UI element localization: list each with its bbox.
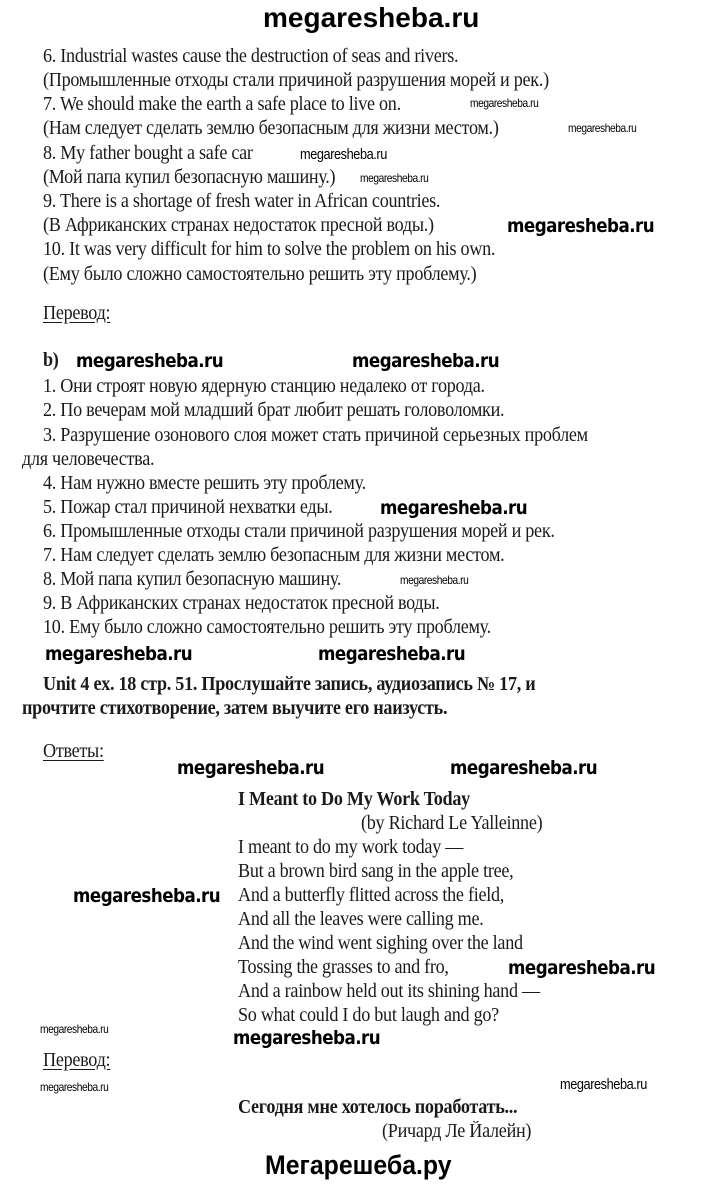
poem-title: I Meant to Do My Work Today	[238, 789, 470, 810]
poem-line-7: And a rainbow held out its shining hand —	[238, 981, 540, 1002]
watermark: megaresheba.ru	[560, 1076, 647, 1093]
answer-9-en: 9. There is a shortage of fresh water in African countries.	[43, 191, 441, 212]
answer-8-ru: (Мой папа купил безопасную машину.)	[43, 167, 336, 188]
poem-translation-label: Перевод:	[43, 1050, 111, 1071]
part-b-item-5: 5. Пожар стал причиной нехватки еды.	[43, 497, 333, 518]
part-b-item-2: 2. По вечерам мой младший брат любит решать головоломки.	[43, 400, 505, 421]
part-b-item-8: 8. Мой папа купил безопасную машину.	[43, 569, 342, 590]
poem-author: (by Richard Le Yalleinne)	[361, 813, 543, 834]
poem-translation-author: (Ричард Ле Йалейн)	[382, 1121, 532, 1142]
watermark: megaresheba.ru	[76, 350, 224, 372]
watermark: megaresheba.ru	[177, 757, 325, 779]
site-header-brand[interactable]: megaresheba.ru	[263, 2, 480, 33]
watermark: megaresheba.ru	[40, 1080, 109, 1094]
watermark: megaresheba.ru	[568, 121, 637, 135]
part-b-item-3-cont: для человечества.	[22, 449, 155, 470]
watermark: megaresheba.ru	[508, 957, 656, 979]
part-b-item-9: 9. В Африканских странах недостаток пресной воды.	[43, 593, 440, 614]
site-footer-brand[interactable]: Мегарешеба.ру	[265, 1150, 452, 1180]
watermark: megaresheba.ru	[40, 1022, 109, 1036]
part-b-item-6: 6. Промышленные отходы стали причиной разрушения морей и рек.	[43, 521, 555, 542]
part-b-item-10: 10. Ему было сложно самостоятельно решить эту проблему.	[43, 617, 491, 638]
part-b-item-7: 7. Нам следует сделать землю безопасным для жизни местом.	[43, 545, 505, 566]
poem-line-2: But a brown bird sang in the apple tree,	[238, 861, 514, 882]
watermark: megaresheba.ru	[400, 573, 469, 587]
watermark: megaresheba.ru	[450, 757, 598, 779]
exercise-title-line1: Unit 4 ex. 18 стр. 51. Прослушайте запись, аудиозапись № 17, и	[43, 674, 536, 695]
answer-10-ru: (Ему было сложно самостоятельно решить эту проблему.)	[43, 264, 477, 285]
part-b-item-3: 3. Разрушение озонового слоя может стать причиной серьезных проблем	[43, 425, 588, 446]
exercise-title-line2: прочтите стихотворение, затем выучите его наизусть.	[22, 698, 448, 719]
answer-6-ru: (Промышленные отходы стали причиной разрушения морей и рек.)	[43, 70, 549, 91]
watermark: megaresheba.ru	[318, 643, 466, 665]
poem-line-3: And a butterfly flitted across the field,	[238, 885, 505, 906]
poem-line-8: So what could I do but laugh and go?	[238, 1005, 499, 1026]
watermark: megaresheba.ru	[352, 350, 500, 372]
answer-7-ru: (Нам следует сделать землю безопасным для жизни местом.)	[43, 118, 499, 139]
part-b-item-4: 4. Нам нужно вместе решить эту проблему.	[43, 473, 366, 494]
part-b-item-1: 1. Они строят новую ядерную станцию недалеко от города.	[43, 376, 485, 397]
poem-line-1: I meant to do my work today —	[238, 837, 464, 858]
answer-9-ru: (В Африканских странах недостаток пресной воды.)	[43, 215, 434, 236]
poem-translation-title: Сегодня мне хотелось поработать...	[238, 1097, 518, 1118]
watermark: megaresheba.ru	[360, 171, 429, 185]
answers-label: Ответы:	[43, 741, 104, 762]
poem-line-4: And all the leaves were calling me.	[238, 909, 484, 930]
watermark: megaresheba.ru	[300, 146, 387, 163]
translation-label: Перевод:	[43, 303, 111, 324]
poem-line-6: Tossing the grasses to and fro,	[238, 957, 449, 978]
watermark: megaresheba.ru	[73, 885, 221, 907]
watermark: megaresheba.ru	[233, 1027, 381, 1049]
answer-7-en: 7. We should make the earth a safe place to live on.	[43, 94, 401, 115]
part-b-label: b)	[43, 350, 59, 371]
watermark: megaresheba.ru	[45, 643, 193, 665]
watermark: megaresheba.ru	[470, 96, 539, 110]
watermark: megaresheba.ru	[507, 215, 655, 237]
answer-8-en: 8. My father bought a safe car	[43, 143, 253, 164]
answer-6-en: 6. Industrial wastes cause the destruction of seas and rivers.	[43, 46, 459, 67]
poem-line-5: And the wind went sighing over the land	[238, 933, 523, 954]
answer-10-en: 10. It was very difficult for him to solve the problem on his own.	[43, 239, 496, 260]
watermark: megaresheba.ru	[380, 497, 528, 519]
